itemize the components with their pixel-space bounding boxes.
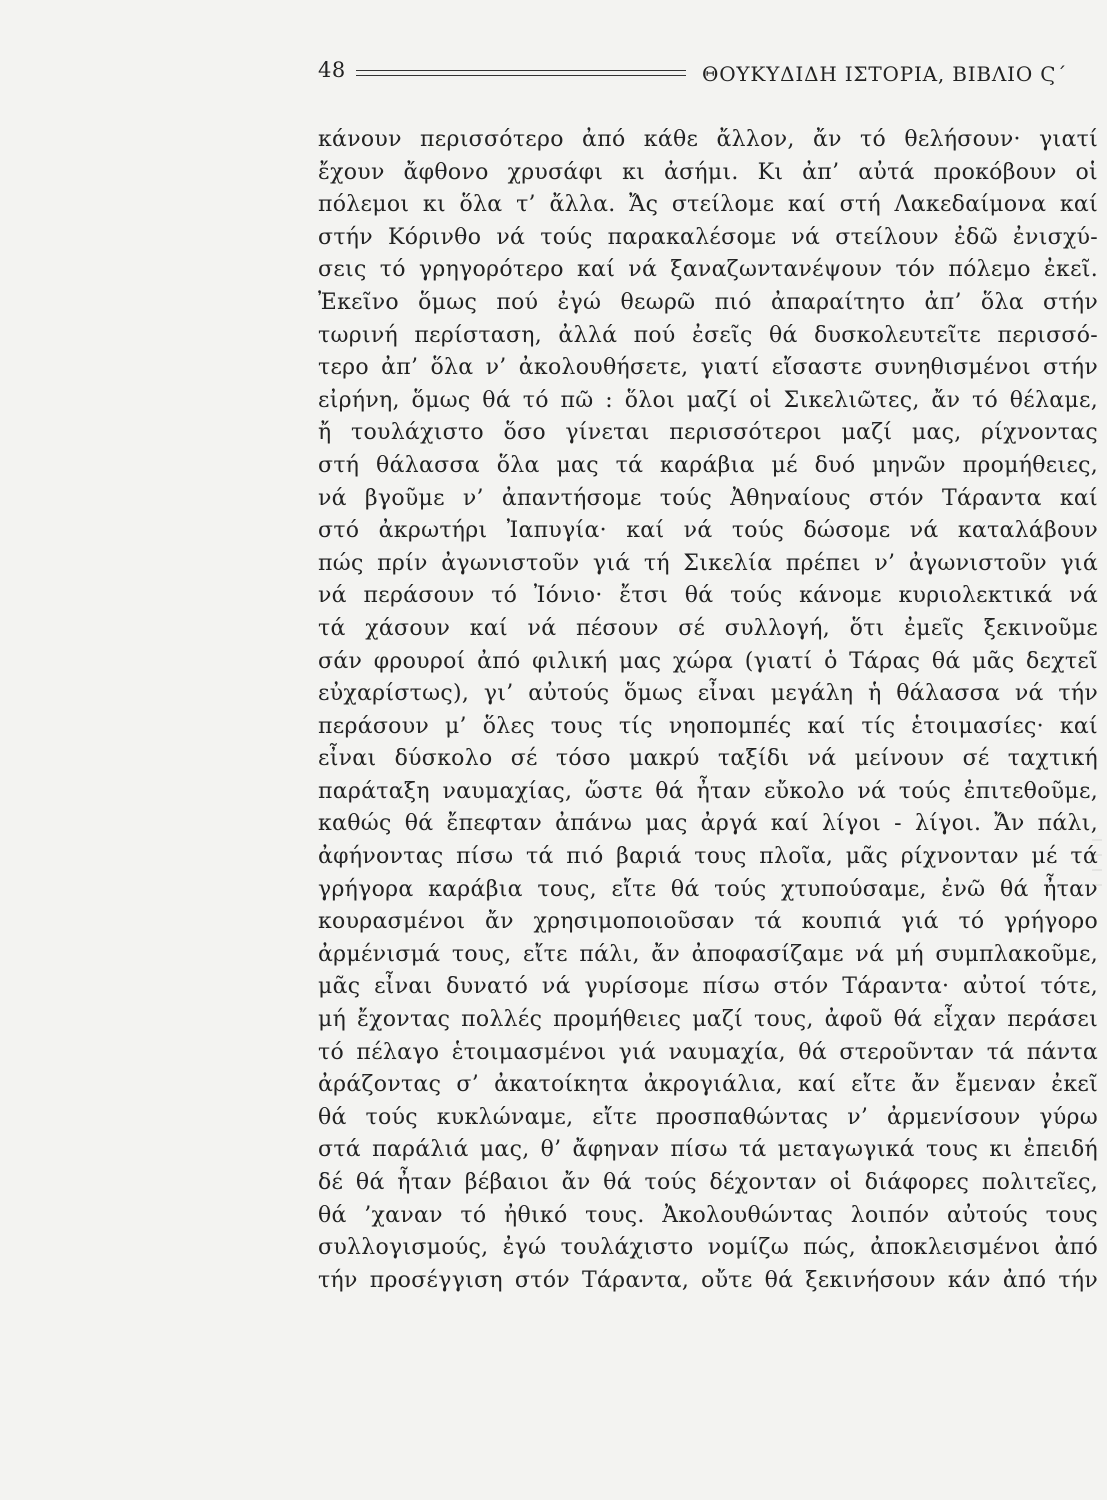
text-line: στήν Κόρινθο νά τούς παρακαλέσομε νά στείλουν ἐδῶ ἐνισχύ- <box>318 224 1098 250</box>
text-line: στά παράλιά μας, θ’ ἄφηναν πίσω τά μεταγωγικά τους κι ἐπειδή <box>318 1137 1098 1163</box>
text-line: τό πέλαγο ἑτοιμασμένοι γιά ναυμαχία, θά στεροῦνταν τά πάντα <box>318 1039 1098 1065</box>
text-line: τήν προσέγγιση στόν Τάραντα, οὔτε θά ξεκινήσουν κάν ἀπό τήν <box>318 1267 1098 1293</box>
text-line: γρήγορα καράβια τους, εἴτε θά τούς χτυπούσαμε, ἐνῶ θά ἦταν <box>318 876 1098 902</box>
text-line: πόλεμοι κι ὅλα τ’ ἄλλα. Ἄς στείλομε καί στή Λακεδαίμονα καί <box>318 192 1098 218</box>
text-line: ἤ τουλάχιστο ὅσο γίνεται περισσότεροι μαζί μας, ρίχνοντας <box>318 420 1098 446</box>
text-line: ἀρμένισμά τους, εἴτε πάλι, ἄν ἀποφασίζαμε νά μή συμπλακοῦμε, <box>318 941 1098 967</box>
text-line: κάνουν περισσότερο ἀπό κάθε ἄλλον, ἄν τό θελήσουν· γιατί <box>318 127 1098 152</box>
text-line: θά ’χαναν τό ἠθικό τους. Ἀκολουθώντας λοιπόν αὐτούς τους <box>318 1202 1098 1228</box>
text-line: τά χάσουν καί νά πέσουν σέ συλλογή, ὅτι ἐμεῖς ξεκινοῦμε <box>318 615 1098 641</box>
text-line: ἔχουν ἄφθονο χρυσάφι κι ἀσήμι. Κι ἀπ’ αὐτά προκόβουν οἱ <box>318 159 1098 185</box>
text-line: σάν φρουροί ἀπό φιλική μας χώρα (γιατί ὁ Τάρας θά μᾶς δεχτεῖ <box>318 648 1098 674</box>
text-line: θά τούς κυκλώναμε, εἴτε προσπαθώντας ν’ ἀρμενίσουν γύρω <box>318 1104 1098 1130</box>
text-line: εὐχαρίστως), γι’ αὐτούς ὅμως εἶναι μεγάλη ἡ θάλασσα νά τήν <box>318 681 1098 707</box>
text-line: ἀφήνοντας πίσω τά πιό βαριά τους πλοῖα, μᾶς ρίχνονταν μέ τά <box>318 844 1098 870</box>
text-line: συλλογισμούς, ἐγώ τουλάχιστο νομίζω πώς, ἀποκλεισμένοι ἀπό <box>318 1235 1098 1261</box>
text-line: νά βγοῦμε ν’ ἀπαντήσομε τούς Ἀθηναίους στόν Τάραντα καί <box>318 485 1098 511</box>
text-line: μᾶς εἶναι δυνατό νά γυρίσομε πίσω στόν Τάραντα· αὐτοί τότε, <box>318 974 1098 1000</box>
text-line: Ἐκεῖνο ὅμως πού ἐγώ θεωρῶ πιό ἀπαραίτητο ἀπ’ ὅλα στήν <box>318 289 1098 315</box>
text-line: καθώς θά ἔπεφταν ἀπάνω μας ἀργά καί λίγοι - λίγοι. Ἄν πάλι, <box>318 811 1098 837</box>
text-line: τωρινή περίσταση, ἀλλά πού ἐσεῖς θά δυσκολευτεῖτε περισσό- <box>318 322 1098 348</box>
text-line: ἀράζοντας σ’ ἀκατοίκητα ἀκρογιάλια, καί εἴτε ἄν ἔμεναν ἐκεῖ <box>318 1072 1098 1098</box>
text-line: εἰρήνη, ὅμως θά τό πῶ : ὅλοι μαζί οἱ Σικελιῶτες, ἄν τό θέλαμε, <box>318 387 1098 413</box>
text-line: παράταξη ναυμαχίας, ὥστε θά ἦταν εὔκολο νά τούς ἐπιτεθοῦμε, <box>318 778 1098 804</box>
body-text <box>318 124 1098 1297</box>
header-double-rule <box>356 70 686 76</box>
text-line: τερο ἀπ’ ὅλα ν’ ἀκολουθήσετε, γιατί εἴσαστε συνηθισμένοι στήν <box>318 355 1098 381</box>
text-line: περάσουν μ’ ὅλες τους τίς νηοπομπές καί τίς ἑτοιμασίες· καί <box>318 713 1098 739</box>
text-line: στή θάλασσα ὅλα μας τά καράβια μέ δυό μηνῶν προμήθειες, <box>318 452 1098 478</box>
margin-bleed-through <box>1090 835 1104 895</box>
text-line: σεις τό γρηγορότερο καί νά ξαναζωντανέψουν τόν πόλεμο ἐκεῖ. <box>318 257 1098 283</box>
text-line: δέ θά ἦταν βέβαιοι ἄν θά τούς δέχονταν οἱ διάφορες πολιτεῖες, <box>318 1170 1098 1195</box>
text-line: κουρασμένοι ἄν χρησιμοποιοῦσαν τά κουπιά γιά τό γρήγορο <box>318 909 1098 935</box>
page-number: 48 <box>318 58 346 82</box>
text-line: εἶναι δύσκολο σέ τόσο μακρύ ταξίδι νά μείνουν σέ ταχτική <box>318 746 1098 772</box>
text-line: μή ἔχοντας πολλές προμήθειες μαζί τους, ἀφοῦ θά εἶχαν περάσει <box>318 1007 1098 1033</box>
page-header <box>318 58 1098 90</box>
text-line: νά περάσουν τό Ἰόνιο· ἔτσι θά τούς κάνομε κυριολεκτικά νά <box>318 583 1098 609</box>
running-title: ΘΟΥΚΥΔΙΔΗ ΙΣΤΟΡΙΑ, ΒΙΒΛΙΟ Ϛ΄ <box>702 62 1068 86</box>
text-line: στό ἀκρωτήρι Ἰαπυγία· καί νά τούς δώσομε νά καταλάβουν <box>318 518 1098 544</box>
text-line: πώς πρίν ἀγωνιστοῦν γιά τή Σικελία πρέπει ν’ ἀγωνιστοῦν γιά <box>318 550 1098 576</box>
